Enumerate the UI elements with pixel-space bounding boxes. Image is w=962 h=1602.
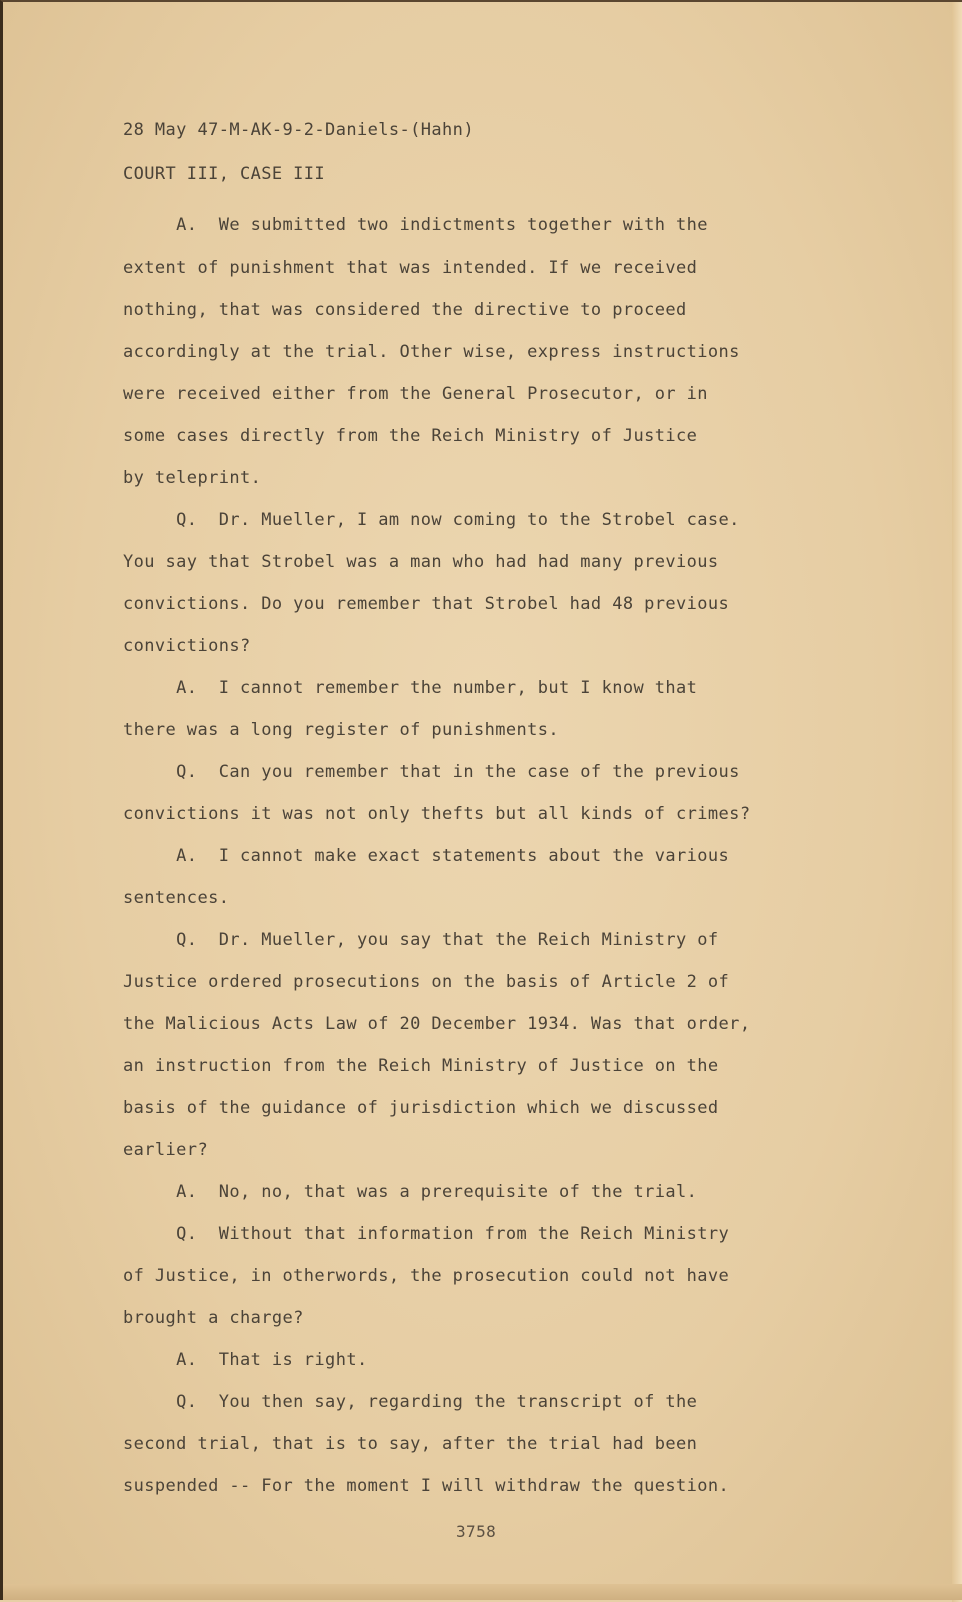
transcript-line: extent of punishment that was intended. If we received — [123, 258, 698, 278]
transcript-line: A. We submitted two indictments together with the — [123, 215, 708, 235]
transcript-line: the Malicious Acts Law of 20 December 1934. Was that order, — [123, 1014, 751, 1034]
transcript-line: suspended -- For the moment I will withdraw the question. — [123, 1476, 730, 1496]
transcript-line: A. No, no, that was a prerequisite of the trial. — [123, 1182, 698, 1202]
transcript-line: second trial, that is to say, after the trial had been — [123, 1434, 698, 1454]
page-edge-right — [952, 2, 962, 1602]
transcript-line: were received either from the General Prosecutor, or in — [123, 384, 708, 404]
transcript-line: convictions? — [123, 636, 251, 656]
transcript-line: convictions it was not only thefts but all kinds of crimes? — [123, 804, 751, 824]
transcript-line: by teleprint. — [123, 468, 262, 488]
transcript-line: sentences. — [123, 888, 230, 908]
header-court-case: COURT III, CASE III — [123, 164, 326, 184]
transcript-line: earlier? — [123, 1140, 209, 1160]
transcript-line: A. I cannot remember the number, but I know that — [123, 678, 698, 698]
transcript-line: Q. You then say, regarding the transcript of the — [123, 1392, 698, 1412]
transcript-line: basis of the guidance of jurisdiction which we discussed — [123, 1098, 719, 1118]
transcript-line: Justice ordered prosecutions on the basis of Article 2 of — [123, 972, 730, 992]
transcript-line: Q. Dr. Mueller, you say that the Reich Ministry of — [123, 930, 719, 950]
header-date-code: 28 May 47-M-AK-9-2-Daniels-(Hahn) — [123, 120, 474, 140]
page-edge-bottom — [3, 1584, 962, 1600]
transcript-line: Q. Without that information from the Reich Ministry — [123, 1224, 730, 1244]
transcript-line: brought a charge? — [123, 1308, 304, 1328]
transcript-line: accordingly at the trial. Other wise, express instructions — [123, 342, 740, 362]
transcript-line: there was a long register of punishments. — [123, 720, 560, 740]
transcript-line: Q. Can you remember that in the case of the previous — [123, 762, 740, 782]
transcript-line: an instruction from the Reich Ministry of Justice on the — [123, 1056, 719, 1076]
transcript-line: A. That is right. — [123, 1350, 368, 1370]
transcript-line: Q. Dr. Mueller, I am now coming to the Strobel case. — [123, 510, 740, 530]
transcript-line: some cases directly from the Reich Ministry of Justice — [123, 426, 698, 446]
transcript-line: A. I cannot make exact statements about the various — [123, 846, 730, 866]
transcript-line: You say that Strobel was a man who had had many previous — [123, 552, 719, 572]
transcript-line: of Justice, in otherwords, the prosecution could not have — [123, 1266, 730, 1286]
page-number: 3758 — [456, 1522, 497, 1541]
transcript-line: nothing, that was considered the directive to proceed — [123, 300, 687, 320]
transcript-line: convictions. Do you remember that Strobel had 48 previous — [123, 594, 730, 614]
